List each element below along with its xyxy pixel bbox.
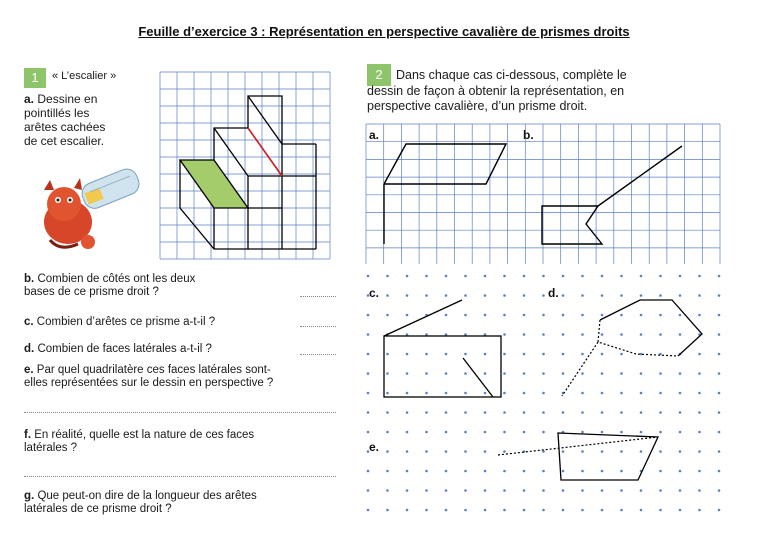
page-title: Feuille d’exercice 3 : Représentation en perspective cavalière de prismes droits bbox=[138, 24, 630, 39]
question-c bbox=[24, 316, 215, 329]
question-f bbox=[24, 429, 254, 455]
question-c-label: c. bbox=[24, 316, 34, 328]
exercise-2-instruction-rest bbox=[367, 84, 722, 114]
ex1-a-line-1: Dessine en bbox=[37, 92, 98, 106]
exercise-1-heading: « L’escalier » bbox=[52, 70, 117, 82]
question-e bbox=[24, 364, 273, 390]
figure-d-hidden-edges bbox=[598, 320, 678, 356]
ex1-a-label: a. bbox=[24, 92, 35, 106]
staircase-shaded-face bbox=[180, 160, 248, 208]
figure-a-label: a. bbox=[369, 128, 380, 142]
figure-c-label: c. bbox=[369, 286, 380, 300]
ex2-instruction-line-1: Dans chaque cas ci-dessous, complète le bbox=[396, 68, 627, 82]
figure-c-diagonal bbox=[463, 358, 493, 397]
question-g-line-2: latérales de ce prisme droit ? bbox=[24, 503, 172, 515]
figure-e-parallelogram bbox=[558, 433, 658, 480]
question-f-line-2: latérales ? bbox=[24, 442, 78, 454]
question-b-line-1: Combien de côtés ont les deux bbox=[37, 273, 196, 285]
question-g-line-1: Que peut-on dire de la longueur des arêtes bbox=[37, 490, 257, 502]
question-e-line-2: elles représentées sur le dessin en perspective ? bbox=[24, 377, 274, 389]
figures-cde-dot-grid bbox=[366, 272, 722, 522]
ex1-a-line-3: arêtes cachées bbox=[24, 120, 106, 134]
figure-e-label: e. bbox=[369, 440, 380, 454]
answer-line-f[interactable] bbox=[24, 476, 336, 477]
question-g-label: g. bbox=[24, 490, 35, 502]
figure-a-shape bbox=[384, 144, 506, 184]
answer-line-c[interactable] bbox=[300, 326, 336, 327]
question-e-line-1: Par quel quadrilatère ces faces latérales sont- bbox=[36, 364, 271, 376]
ex1-a-line-2: pointillés les bbox=[24, 106, 90, 120]
figure-d-dotted-diagonal bbox=[562, 342, 598, 396]
question-d-label: d. bbox=[24, 343, 35, 355]
answer-line-d[interactable] bbox=[300, 354, 336, 355]
figure-e-dotted-edge bbox=[498, 437, 658, 455]
figures-ab-grid bbox=[366, 124, 722, 264]
question-f-line-1: En réalité, quelle est la nature de ces faces bbox=[34, 429, 255, 441]
question-e-label: e. bbox=[24, 364, 34, 376]
figure-c-rectangle bbox=[384, 336, 501, 397]
figure-d-label: d. bbox=[548, 286, 559, 300]
staircase-grid bbox=[160, 72, 340, 272]
figure-c-top-edge bbox=[384, 300, 462, 336]
ex1-a-line-4: de cet escalier. bbox=[24, 134, 105, 148]
ex1-a-text bbox=[24, 92, 105, 148]
question-b bbox=[24, 273, 195, 299]
question-d-line-1: Combien de faces latérales a-t-il ? bbox=[37, 343, 212, 355]
answer-line-e[interactable] bbox=[24, 412, 336, 413]
ex2-instruction-line-2: dessin de façon à obtenir la représentation, en bbox=[367, 84, 625, 98]
exercise-2-number: 2 bbox=[367, 64, 391, 86]
baby-bottle-illustration bbox=[30, 160, 155, 265]
question-d bbox=[24, 343, 212, 356]
question-c-line-1: Combien d’arêtes ce prisme a-t-il ? bbox=[36, 316, 216, 328]
exercise-1-number: 1 bbox=[24, 68, 46, 88]
question-g bbox=[24, 490, 257, 516]
question-b-label: b. bbox=[24, 273, 35, 285]
figure-b-label: b. bbox=[523, 128, 534, 142]
staircase-red-edge bbox=[248, 128, 282, 176]
question-f-label: f. bbox=[24, 429, 32, 441]
answer-line-b[interactable] bbox=[300, 296, 336, 297]
question-b-line-2: bases de ce prisme droit ? bbox=[24, 286, 159, 298]
ex2-instruction-line-3: perspective cavalière, d’un prisme droit. bbox=[367, 99, 588, 113]
exercise-2-instruction bbox=[396, 68, 722, 83]
